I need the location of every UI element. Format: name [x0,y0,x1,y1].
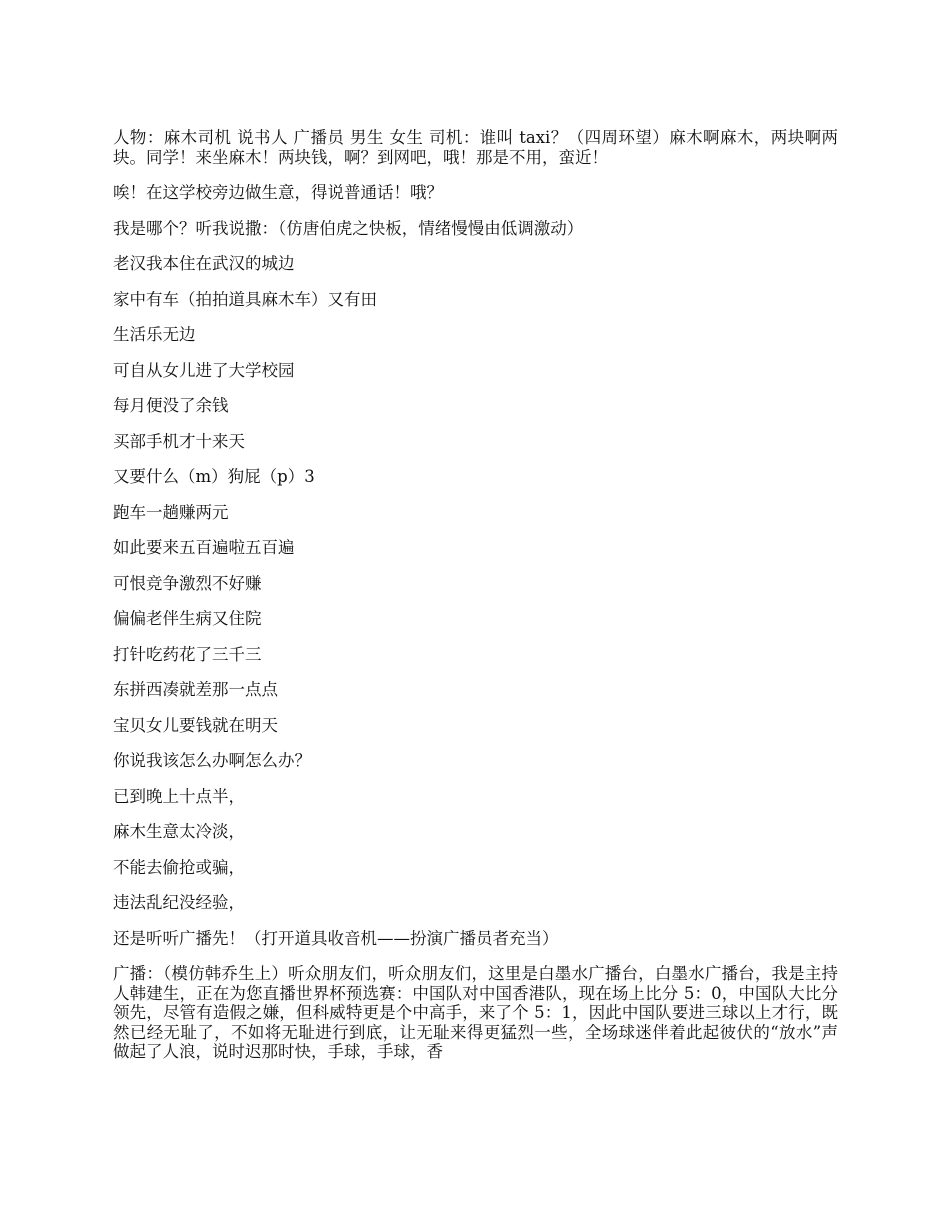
verse-line: 可自从女儿进了大学校园 [113,360,295,380]
paragraph-characters-intro: 人物：麻木司机 说书人 广播员 男生 女生 司机：谁叫 taxi？（四周环望）麻木啊麻木，两块啊两块。同学！来坐麻木！两块钱，啊？到网吧，哦！那是不用，蛮近！ [113,128,838,167]
verse-line: 不能去偷抢或骗， [113,857,245,877]
document-page [113,128,838,1062]
verse-line: 偏偏老伴生病又住院 [113,609,262,628]
verse-line: 违法乱纪没经验， [113,893,245,912]
verse-line: 每月便没了余钱 [113,396,229,415]
paragraph: 我是哪个？听我说撒：（仿唐伯虎之快板，情绪慢慢由低调激动） [113,218,584,238]
verse-line: 如此要来五百遍啦五百遍 [113,538,295,557]
verse-line: 老汉我本住在武汉的城边 [113,254,295,273]
verse-line: 已到晚上十点半， [113,786,245,806]
verse-line: 可恨竞争激烈不好赚 [113,573,262,593]
verse-line: 麻木生意太冷淡， [113,822,245,841]
verse-line: 家中有车（拍拍道具麻木车）又有田 [113,289,377,309]
paragraph: 还是听听广播先！（打开道具收音机——扮演广播员者充当） [113,928,559,948]
verse-line: 打针吃药花了三千三 [113,644,262,664]
verse-line: 宝贝女儿要钱就在明天 [113,715,278,735]
verse-line: 你说我该怎么办啊怎么办？ [113,751,311,770]
verse-line: 跑车一趟赚两元 [113,502,229,522]
paragraph-broadcast: 广播：（模仿韩乔生上）听众朋友们，听众朋友们，这里是白墨水广播台，白墨水广播台，我是主持人韩建生，正在为您直播世界杯预选赛：中国队对中国香港队，现在场上比分 5：0，中国队大比分领先，尽管有造假之嫌，但科威特更是个中高手，来了个 5：1，因此中国队要进三球以上才行，既然已经无耻了，不如将无耻进行到底，让无耻来得更猛烈一些，全场球迷伴着此起彼伏的“放水”声做起了人浪，说时迟那时快，手球，手球，香 [113,964,838,1061]
paragraph: 唉！在这学校旁边做生意，得说普通话！哦？ [113,183,443,202]
verse-line: 生活乐无边 [113,325,196,344]
verse-line: 东拼西凑就差那一点点 [113,680,278,699]
verse-line: 买部手机才十来天 [113,431,245,451]
verse-line: 又要什么（m）狗屁（p）3 [113,467,315,486]
